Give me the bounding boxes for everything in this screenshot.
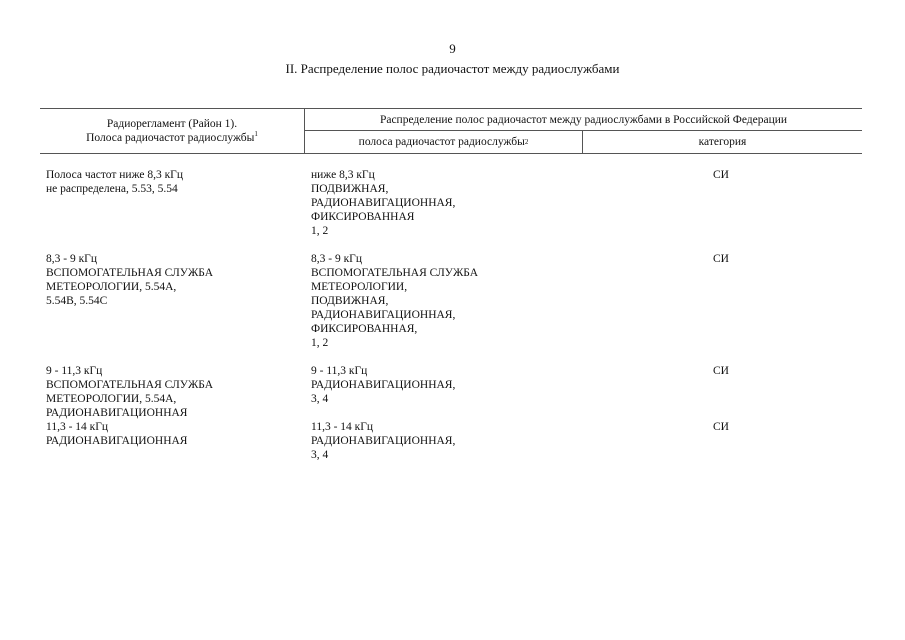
- cell-line: РАДИОНАВИГАЦИОННАЯ,: [311, 379, 456, 391]
- cell-line: 9 - 11,3 кГц: [46, 365, 103, 377]
- allocation-table: [40, 108, 862, 476]
- page-number: 9: [449, 41, 456, 56]
- cell-radio-regulations: [46, 168, 296, 196]
- cell-radio-regulations: [46, 420, 296, 448]
- cell-line: 11,3 - 14 кГц: [46, 421, 109, 433]
- cell-line: 8,3 - 9 кГц: [311, 253, 362, 265]
- cell-russian-band: [311, 252, 571, 350]
- cell-russian-band: [311, 364, 571, 406]
- cell-line: ниже 8,3 кГц: [311, 169, 375, 181]
- cell-line: МЕТЕОРОЛОГИИ, 5.54А,: [46, 393, 177, 405]
- cell-category: СИ: [713, 421, 729, 433]
- cell-line: 3, 4: [311, 449, 329, 461]
- cell-line: Полоса частот ниже 8,3 кГц: [46, 169, 183, 181]
- cell-radio-regulations: [46, 252, 296, 308]
- cell-category: СИ: [713, 253, 729, 265]
- cell-line: ФИКСИРОВАННАЯ: [311, 211, 415, 223]
- cell-line: 1, 2: [311, 225, 329, 237]
- header-right-subcolumns: [305, 131, 862, 153]
- cell-line: 11,3 - 14 кГц: [311, 421, 374, 433]
- cell-line: ВСПОМОГАТЕЛЬНАЯ СЛУЖБА: [46, 267, 214, 279]
- header-left-line2: [86, 131, 258, 145]
- cell-line: РАДИОНАВИГАЦИОННАЯ: [46, 435, 188, 447]
- cell-category: СИ: [713, 365, 729, 377]
- page-title: II. Распределение полос радиочастот между радиослужбами: [285, 61, 620, 76]
- cell-line: МЕТЕОРОЛОГИИ, 5.54А,: [46, 281, 177, 293]
- cell-line: ПОДВИЖНАЯ,: [311, 295, 389, 307]
- cell-line: ВСПОМОГАТЕЛЬНАЯ СЛУЖБА: [311, 267, 479, 279]
- header-category-column: категория: [698, 136, 747, 148]
- header-russian-federation: [305, 109, 862, 153]
- cell-line: ВСПОМОГАТЕЛЬНАЯ СЛУЖБА: [46, 379, 214, 391]
- header-band-column: полоса радиочастот радиослужбы 2: [305, 131, 583, 153]
- table-row: [40, 252, 862, 350]
- footnote-ref-1: 1: [254, 130, 258, 139]
- table-body: [40, 168, 862, 462]
- cell-line: РАДИОНАВИГАЦИОННАЯ,: [311, 197, 456, 209]
- header-right-top: Распределение полос радиочастот между радиослужбами в Российской Федерации: [305, 109, 862, 131]
- cell-line: 3, 4: [311, 393, 329, 405]
- cell-russian-band: [311, 420, 571, 462]
- header-left-line2-text: Полоса радиочастот радиослужбы: [86, 132, 255, 144]
- cell-line: ФИКСИРОВАННАЯ,: [311, 323, 418, 335]
- cell-russian-band: [311, 168, 571, 238]
- cell-line: не распределена, 5.53, 5.54: [46, 183, 178, 195]
- header-band-text: полоса радиочастот радиослужбы: [358, 136, 525, 148]
- cell-line: 1, 2: [311, 337, 329, 349]
- table-row: [40, 364, 862, 419]
- cell-line: РАДИОНАВИГАЦИОННАЯ,: [311, 435, 456, 447]
- header-left-line1: Радиорегламент (Район 1).: [106, 118, 238, 130]
- table-header: [40, 108, 862, 154]
- header-radio-regulations: [40, 109, 305, 153]
- cell-line: РАДИОНАВИГАЦИОННАЯ,: [311, 309, 456, 321]
- cell-line: 8,3 - 9 кГц: [46, 253, 97, 265]
- cell-line: 5.54В, 5.54С: [46, 295, 108, 307]
- cell-line: РАДИОНАВИГАЦИОННАЯ: [46, 407, 188, 419]
- cell-line: ПОДВИЖНАЯ,: [311, 183, 389, 195]
- cell-radio-regulations: [46, 364, 296, 420]
- cell-line: 9 - 11,3 кГц: [311, 365, 368, 377]
- table-row: [40, 420, 862, 462]
- cell-line: МЕТЕОРОЛОГИИ,: [311, 281, 408, 293]
- table-row: [40, 168, 862, 238]
- cell-category: СИ: [713, 169, 729, 181]
